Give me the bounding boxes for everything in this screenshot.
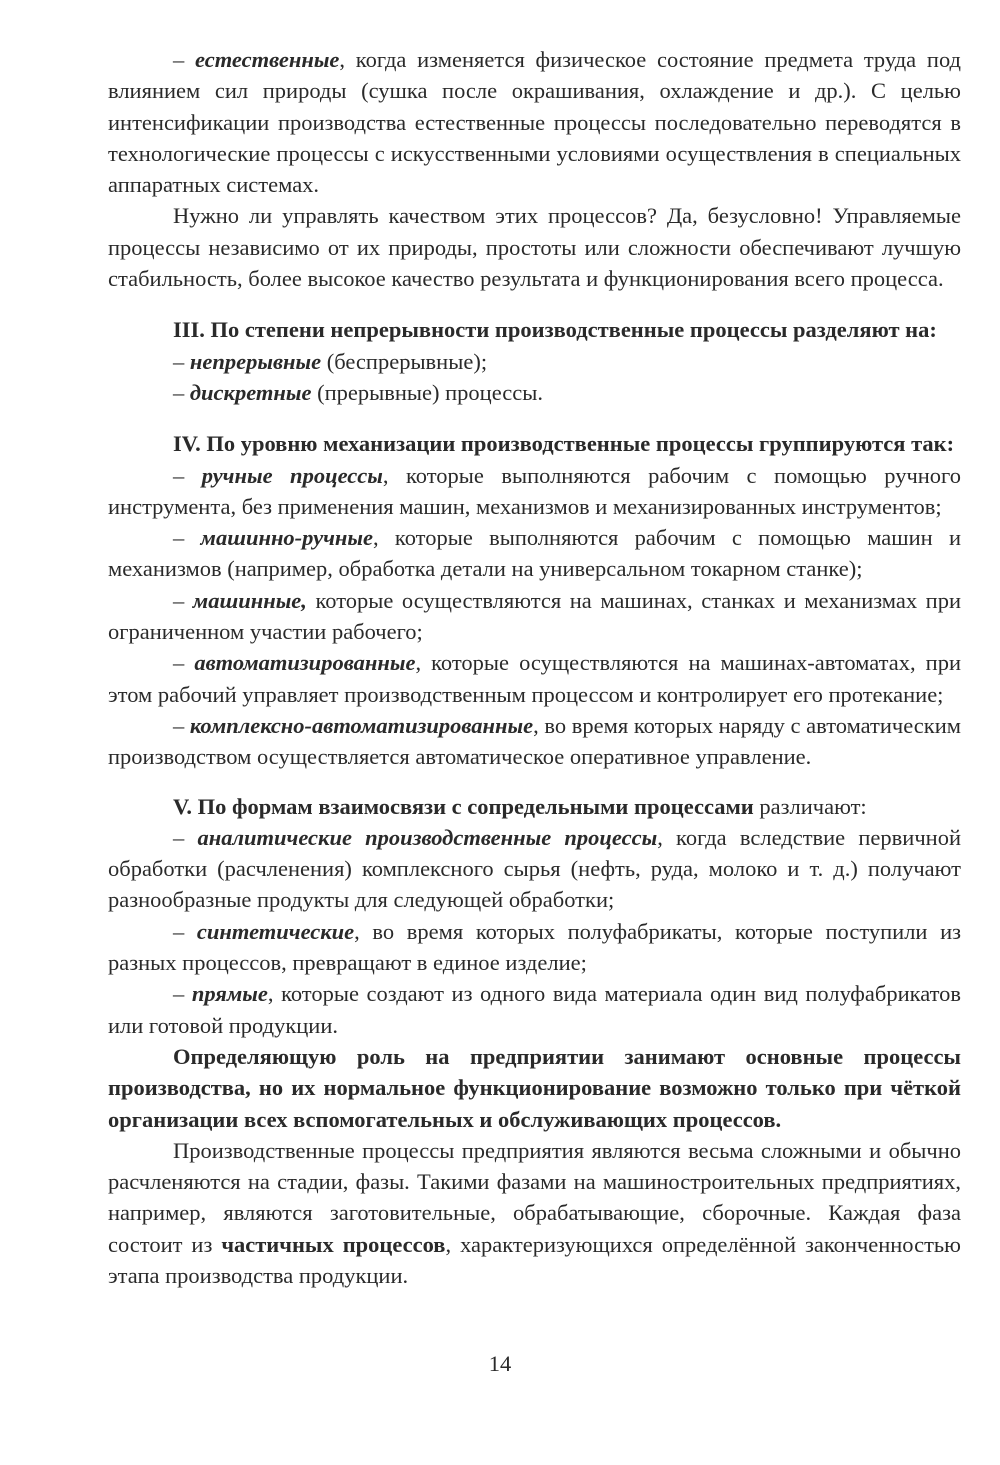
dash: – [173,824,198,850]
text: , когда вследствие первичной обработки (расчленения) комплексного сырья (нефть, руда, молоко и т. д.) получают разнообразные продукты для следующей обработки; [108,824,961,913]
final-text-bold: частичных процессов [221,1231,446,1257]
list-item [108,377,961,408]
final-paragraph [108,1135,961,1291]
list-item [108,647,961,710]
text: , во время которых полуфабрикаты, которые поступили из разных процессов, превращают в единое изделие; [108,918,962,976]
text: (прерывные) процессы. [311,379,543,405]
section-3-heading: III. По степени непрерывности производственные процессы разделяют на: [173,317,937,343]
text: , которые осуществляются на машинах-автоматах, при этом рабочий управляет производственным процессом и контролирует его протекание; [108,650,962,707]
term: непрерывные [189,348,322,374]
final-text-before: Производственные процессы предприятия являются весьма сложными и обычно расчленяются на стадии, фазы. Такими фазами на машиностроительных предприятиях, например, являются заготовительные, обрабатывающие, сборочные. Каждая фаза состоит из [108,1137,961,1257]
section-4-heading: IV. По уровню механизации производственные процессы группируются так: [173,431,955,457]
term: дискретные [189,379,312,405]
text: (беспрерывные); [321,348,488,374]
text: , которые создают из одного вида материала один вид полуфабрикатов или готовой продукции. [108,981,962,1038]
term: ручные процессы [201,462,383,488]
dash: – [173,462,202,488]
section-5-heading-tail: различают: [753,793,867,819]
list-item [108,822,961,916]
list-item [108,916,961,979]
list-item [108,460,961,523]
text: , во время которых наряду с автоматическим производством осуществляется автоматическое оперативное управление. [108,712,961,770]
dash: – [173,918,197,944]
term-natural: естественные [195,47,340,72]
section-5-heading [108,791,961,822]
term: комплексно-автоматизированные [189,712,534,738]
list-item [108,978,961,1041]
term: синтетические [196,918,355,944]
page-number: 14 [488,1351,512,1376]
list-item [108,522,961,585]
text: , которые выполняются рабочим с помощью машин и механизмов (например, обработка детали на универсальном токарном станке); [108,525,961,582]
term: машинно-ручные [200,525,374,551]
list-item [108,710,961,773]
list-item [108,346,961,377]
dash: – [173,47,196,72]
text: которые осуществляются на машинах, станках и механизмах при ограниченном участии рабочего; [108,587,961,645]
dash: – [173,587,193,613]
term: автоматизированные [194,650,416,676]
dash: – [173,650,195,676]
paragraph-natural-processes [108,44,961,200]
term: прямые [191,981,268,1007]
section-5-heading-bold: V. По формам взаимосвязи с сопредельными процессами [173,793,754,819]
dash: – [173,712,190,738]
final-text-after: , характеризующихся определённой законченностью этапа производства продукции. [108,1231,961,1288]
text-natural: , когда изменяется физическое состояние предмета труда под влиянием сил природы (сушка после окрашивания, охлаждение и др.). С целью интенсификации производства естественные процессы последовательно переводятся в технологические процессы с искусственными условиями осуществления в специальных аппаратных системах. [108,47,961,198]
conclusion-paragraph: Определяющую роль на предприятии занимают основные процессы производства, но их нормальное функционирование возможно только при чёткой организации всех вспомогательных и обслуживающих процессов. [108,1043,961,1132]
list-item [108,585,961,648]
text: , которые выполняются рабочим с помощью ручного инструмента, без применения машин, механизмов и механизированных инструментов; [108,462,961,519]
dash: – [173,525,201,551]
dash: – [173,379,190,405]
dash: – [173,981,192,1007]
term: аналитические производственные процессы [197,824,658,850]
page-body [108,44,961,1291]
dash: – [173,348,190,374]
term: машинные, [192,587,307,613]
paragraph-quality-control: Нужно ли управлять качеством этих процессов? Да, безусловно! Управляемые процессы независимо от их природы, простоты или сложности обеспечивают лучшую стабильность, более высокое качество результата и функционирования всего процесса. [108,203,961,292]
